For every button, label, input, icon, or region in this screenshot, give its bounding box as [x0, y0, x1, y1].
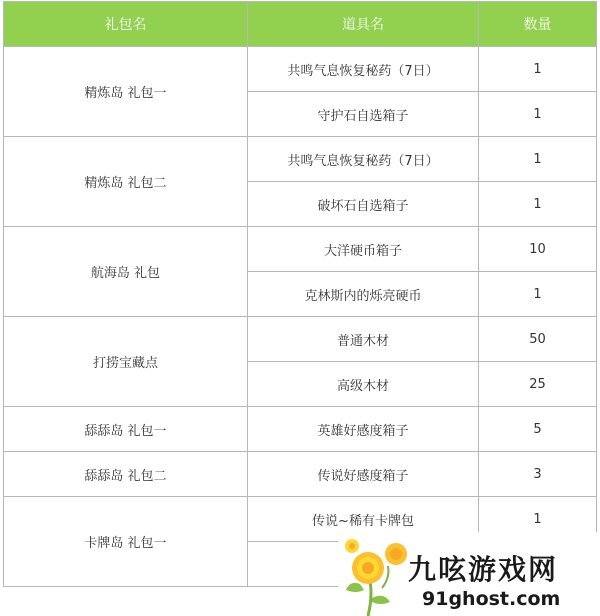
- item-name-cell: 传说好感度箱子: [248, 452, 479, 497]
- package-name-cell: 精炼岛 礼包二: [4, 137, 248, 227]
- item-name-cell: 守护石自选箱子: [248, 92, 479, 137]
- item-name-cell: 普通木材: [248, 317, 479, 362]
- package-name-cell: 打捞宝藏点: [4, 317, 248, 407]
- item-name-cell: 克林斯内的烁亮硬币: [248, 272, 479, 317]
- item-name-cell: 共鸣气息恢复秘药（7日）: [248, 137, 479, 182]
- item-name-cell: 共鸣气息恢复秘药（7日）: [248, 47, 479, 92]
- item-name-cell: 大洋硬币箱子: [248, 227, 479, 272]
- package-name-cell: 舔舔岛 礼包一: [4, 407, 248, 452]
- table-row: [4, 452, 597, 497]
- quantity-cell: 1: [479, 497, 597, 542]
- package-name-cell: 航海岛 礼包: [4, 227, 248, 317]
- quantity-cell: 50: [479, 317, 597, 362]
- quantity-cell: 3: [479, 452, 597, 497]
- quantity-cell: 25: [479, 362, 597, 407]
- quantity-cell: 1: [479, 47, 597, 92]
- package-name-cell: 卡牌岛 礼包一: [4, 497, 248, 587]
- item-name-cell: 破坏石自选箱子: [248, 182, 479, 227]
- header-package: 礼包名: [4, 2, 248, 47]
- watermark-url: 91ghost.com: [422, 588, 561, 610]
- item-name-cell: 传说~稀有卡牌包: [248, 497, 479, 542]
- item-name-cell: 高级木材: [248, 362, 479, 407]
- quantity-cell: 10: [479, 227, 597, 272]
- site-watermark: [338, 532, 600, 616]
- item-name-cell: 英雄好感度箱子: [248, 407, 479, 452]
- package-name-cell: 舔舔岛 礼包二: [4, 452, 248, 497]
- quantity-cell: 1: [479, 137, 597, 182]
- table-header-row: [4, 2, 597, 47]
- quantity-cell: 1: [479, 182, 597, 227]
- table-row: [4, 227, 597, 272]
- header-quantity: 数量: [479, 2, 597, 47]
- quantity-cell: 1: [479, 92, 597, 137]
- table-row: [4, 407, 597, 452]
- dandelion-logo-icon: [338, 532, 413, 616]
- quantity-cell: 5: [479, 407, 597, 452]
- quantity-cell: 1: [479, 272, 597, 317]
- package-name-cell: 精炼岛 礼包一: [4, 47, 248, 137]
- gift-table: [3, 1, 597, 587]
- table-row: [4, 317, 597, 362]
- watermark-title: 九呟游戏网: [408, 553, 559, 586]
- table-row: [4, 137, 597, 182]
- table-row: [4, 47, 597, 92]
- header-item: 道具名: [248, 2, 479, 47]
